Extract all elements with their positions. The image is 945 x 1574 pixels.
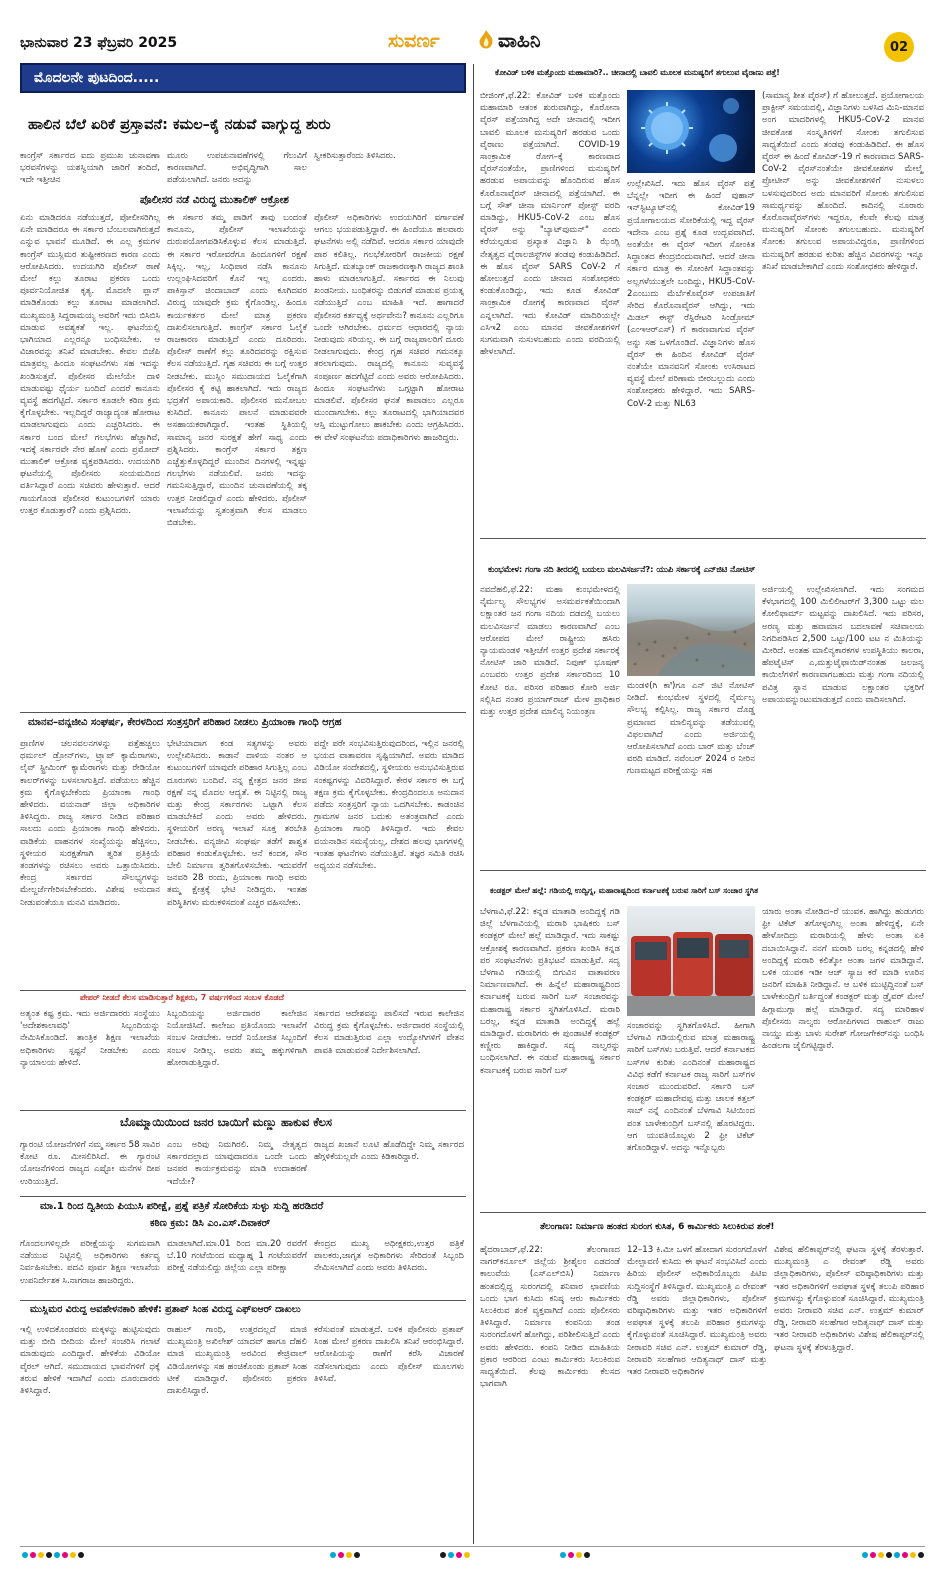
story4-col-2: ಎಂಬ ಅರಿವು ನಿಮಗಿರಲಿ. ನಿಮ್ಮ ನೇತೃತ್ವದ ಸರ್ಕಾರದಲ್ಲಾದ ಯಾವುದಾದರೂ ಒಂದೇ ಒಂದು ಜನಪರ ಕಾರ್ಯಕ್ರಮವನ್ನು ಮಾಡಿ ಉದಾಹರಣೆ ಇದೆಯೇ? <box>167 1140 307 1187</box>
kumbh-col-1: ನವದೆಹಲಿ,ಫೆ.22: ಮಹಾ ಕುಂಭಮೇಳದಲ್ಲಿ ನೈರ್ಮಲ್ಯ ಸೌಲಭ್ಯಗಳ ಅಸಮರ್ಪಕತೆಯಿಂದಾಗಿ ಲಕ್ಷಾಂತರ ಜನ ಗಂಗಾ ನದಿಯ ದಡದಲ್ಲಿ ಬಯಲು ಮಲವಿಸರ್ಜನೆ ಮಾಡಲು ಕಾರಣವಾಗಿದೆ ಎಂಬ ಆರೋಪದ ಮೇಲೆ ರಾಷ್ಟ್ರೀಯ ಹಸಿರು ನ್ಯಾಯಮಂಡಳಿ ಇತ್ತೀಚೆಗೆ ಉತ್ತರ ಪ್ರದೇಶ ಸರ್ಕಾರಕ್ಕೆ ನೋಟಿಸ್ ಜಾರಿ ಮಾಡಿದೆ. ನಿಪುಣ್ ಭೂಷಣ್ ಎಂಬವರು ಉತ್ತರ ಪ್ರದೇಶ ಸರ್ಕಾರದಿಂದ 10 ಕೋಟಿ ರೂ. ಪರಿಸರ ಪರಿಹಾರ ಕೋರಿ ಅರ್ಜಿ ಸಲ್ಲಿಸಿದ ನಂತರ ಪ್ರಯಾಗ್‌ರಾಜ್ ಮೇಳ ಪ್ರಾಧಿಕಾರ ಮತ್ತು ಉತ್ತರ ಪ್ರದೇಶ ಮಾಲಿನ್ಯ ನಿಯಂತ್ರಣ <box>480 585 620 718</box>
crowd-illustration-icon <box>627 584 755 676</box>
story3-col-3: ಸರ್ಕಾರದ ಆದೇಶವನ್ನು ಪಾಲಿಸದೆ ಇರುವ ಕಾಲೇಜಿನ ವಿರುದ್ಧ ಕ್ರಮ ಕೈಗೊಳ್ಳಬೇಕು. ಅರ್ಜಿದಾರರ ಸಂಸ್ಥೆಯಲ್ಲಿ ಕೆಲಸ ಮಾಡುತ್ತಿರುವ ಎಲ್ಲಾ ಉದ್ಯೋಗಿಗಳಿಗೆ ವೇತನ ಪಾವತಿ ಮಾಡುವಂತೆ ನಿರ್ದೇಶಿಸಲಾಗಿದೆ. <box>314 1009 464 1056</box>
story3-kicker: ಪೇಪರ್ ನೀಡದೆ ಕೆಲಸ ಮಾಡಿಸುತ್ತಾರೆ ಶಿಕ್ಷಕರು, 7 ವರ್ಷಗಳಿಂದ ಸಂಬಳ ಕೊಡದೆ <box>80 993 284 1002</box>
brand-flame-icon <box>474 28 498 52</box>
story3-col-2: ಸಿಬ್ಬಂದಿಯನ್ನು ಅರ್ಜಿದಾರರ ಕಾಲೇಜಿನ ನಿಯೋಜಿಸಿದೆ. ಕಾಲೇಜು ಪ್ರತಿಯೊಂದು ಇಲಾಖೆಗೆ ಸಂಬಳ ನೀಡಬೇಕು. ಆದರೆ ನಿಯೋಜಿತ ಸಿಬ್ಬಂದಿಗೆ ಸಂಬಳ ನೀಡಿಲ್ಲ. ಅವರು ತಮ್ಮ ಹಕ್ಕುಗಳಿಗಾಗಿ ಹೋರಾಡುತ್ತಿದ್ದಾರೆ. <box>167 1009 307 1068</box>
story5-col-1: ಗೊಂದಲಗಳಿಲ್ಲದೇ ಪರೀಕ್ಷೆಯನ್ನು ಸುಗಮವಾಗಿ ನಡೆಯುವ ನಿಟ್ಟಿನಲ್ಲಿ ಅಧಿಕಾರಿಗಳು ಕರ್ತವ್ಯ ನಿರ್ವಹಿಸಬೇಕು. ಪದವಿ ಪೂರ್ವ ಶಿಕ್ಷಣ ಇಲಾಖೆಯ ಉಪನಿರ್ದೇಶಕ ಸಿ.ನಾಗರಾಜ ಹಾಜರಿದ್ದರು. <box>20 1239 160 1286</box>
tunnel-col-1: ಹೈದರಾಬಾದ್,ಫೆ.22: ತೆಲಂಗಾಣದ ನಾಗರ್‌ಕರ್ನೂಲ್ ಜಿಲ್ಲೆಯ ಶ್ರೀಶೈಲಂ ಎಡದಂಡೆ ಕಾಲುವೆಯ (ಎಸ್‌ಎಲ್‌ಬಿಸಿ) ನಿರ್ಮಾಣ ಹಂತದಲ್ಲಿದ್ದ ಸುರಂಗದಲ್ಲಿ ಶನಿವಾರ ಛಾವಣಿಯ ಒಂದು ಭಾಗ ಕುಸಿದು ಕನಿಷ್ಠ ಆರು ಕಾರ್ಮಿಕರು ಸಿಲುಕಿರುವ ಶಂಕೆ ವ್ಯಕ್ತವಾಗಿದೆ ಎಂದು ಪೊಲೀಸರು ತಿಳಿಸಿದ್ದಾರೆ. ನಿರ್ಮಾಣ ಕಂಪನಿಯ ತಂಡ ಸುರಂಗದೊಳಗೆ ಹೋಗಿದ್ದು, ಪರಿಶೀಲಿಸುತ್ತಿದೆ ಎಂದು ಅವರು ಹೇಳಿದರು. ಕಂಪನಿ ನೀಡಿದ ಮಾಹಿತಿಯ ಪ್ರಕಾರ ಆರರಿಂದ ಎಂಟು ಕಾರ್ಮಿಕರು ಸಿಲುಕಿರುವ ಸಾಧ್ಯತೆಯಿದೆ. ಕೆಲವು ಕಾರ್ಮಿಕರು ಕೆಲಸದ ಭಾಗವಾಗಿ <box>480 1245 620 1390</box>
issue-date: ಭಾನುವಾರ 23 ಫೆಬ್ರವರಿ 2025 <box>20 35 178 51</box>
tunnel-col-3: ವಿಶೇಷ ಹೆಲಿಕಾಪ್ಟರ್‌ನಲ್ಲಿ ಘಟನಾ ಸ್ಥಳಕ್ಕೆ ತೆರಳುತ್ತಾರೆ. ಮುಖ್ಯಮಂತ್ರಿ ಎ ರೇವಂತ್ ರೆಡ್ಡಿ ಅವರು ಜಿಲ್ಲಾಧಿಕಾರಿಗಳು, ಪೊಲೀಸ್ ವರಿಷ್ಠಾಧಿಕಾರಿಗಳು ಮತ್ತು ಇತರ ಅಧಿಕಾರಿಗಳಿಗೆ ಅಪಘಾತ ಸ್ಥಳಕ್ಕೆ ತಲುಪಿ ಪರಿಹಾರ ಕ್ರಮಗಳನ್ನು ಕೈಗೊಳ್ಳುವಂತೆ ಸೂಚಿಸಿದ್ದಾರೆ. ಮುಖ್ಯಮಂತ್ರಿ ಅವರು ನೀರಾವರಿ ಸಚಿವ ಎನ್. ಉತ್ತಮ್ ಕುಮಾರ್ ರೆಡ್ಡಿ, ನೀರಾವರಿ ಸಲಹೆಗಾರ ಆದಿತ್ಯನಾಥ್ ದಾಸ್ ಮತ್ತು ಇತರ ನೀರಾವರಿ ಅಧಿಕಾರಿಗಳು ವಿಶೇಷ ಹೆಲಿಕಾಪ್ಟರ್‌ನಲ್ಲಿ ಘಟನಾ ಸ್ಥಳಕ್ಕೆ ತೆರಳುತ್ತಿದ್ದಾರೆ. <box>774 1245 924 1353</box>
bus-headline: ಕಂಡಕ್ಟರ್ ಮೇಲೆ ಹಲ್ಲೆ: ಗಡಿಯಲ್ಲಿ ಉದ್ವಿಗ್ನ, ಮಹಾರಾಷ್ಟ್ರದಿಂದ ಕರ್ನಾಟಕಕ್ಕೆ ಬರುವ ಸಾರಿಗೆ ಬಸ್ ಸಂಚಾರ ಸ್ಥಗಿತ <box>490 886 759 895</box>
story4-headline: ಬೊಮ್ಮಾಯಿಯಿಂದ ಜನರ ಬಾಯಿಗೆ ಮಣ್ಣು ಹಾಕುವ ಕೆಲಸ <box>120 1115 333 1129</box>
divider <box>20 1110 466 1111</box>
divider <box>20 1196 466 1197</box>
story5-col-2: ಮಾಡಲಾಗಿದೆ.ಮಾ.01 ರಿಂದ ಮಾ.20 ರವರೆಗೆ ಬೆ.10 ಗಂಟೆಯಿಂದ ಮಧ್ಯಾಹ್ನ 1 ಗಂಟೆಯವರೆಗೆ ಪರೀಕ್ಷೆ ನಡೆಯಲಿದ್ದು ಜಿಲ್ಲೆಯ ಎಲ್ಲಾ ಪರೀಕ್ಷಾ <box>167 1239 307 1274</box>
covid-col-1: ಬೀಜಿಂಗ್,ಫೆ.22: ಕೋವಿಡ್ ಬಳಿಕ ಮತ್ತೊಂದು ಮಹಾಮಾರಿ ಆತಂಕ ಶುರುವಾಗಿದ್ದು, ಕೊರೋನಾ ವೈರಸ್ ಪತ್ತೆಯಾಗಿದ್ದ ಅದೇ ಚೀನಾದಲ್ಲಿ ಇದೀಗ ಬಾವಲಿ ಮೂಲಕ ಮನುಷ್ಯರಿಗೆ ಹರಡುವ ಒಂದು ವೈರಾಣು ಪತ್ತೆಯಾಗಿದೆ. COVID-19 ಸಾಂಕ್ರಾಮಿಕ ರೋಗ–ಕ್ಕೆ ಕಾರಣವಾದ ವೈರಸ್‌ನಂತೆಯೇ, ಪ್ರಾಣಿಗಳಿಂದ ಮನುಷ್ಯರಿಗೆ ಹರಡುವ ಅಪಾಯವನ್ನು ಹೊಂದಿರುವ ಹೊಸ ಕೊರೊನಾವೈರಸ್ ಚೀನಾದಲ್ಲಿ ಪತ್ತೆಯಾಗಿದೆ. ಈ ಬಗ್ಗೆ ಸೌತ್ ಚೀನಾ ಮಾರ್ನಿಂಗ್ ಪೋಸ್ಟ್ ವರದಿ ಮಾಡಿದ್ದು, HKU5-CoV-2 ಎಂಬ ಹೊಸ ವೈರಸ್ ಅನ್ನು "ಬ್ಯಾಟ್‌ವುಮನ್" ಎಂದು ಕರೆಯಲ್ಪಡುವ ಪ್ರಖ್ಯಾತ ವಿಜ್ಞಾನಿ ಶಿ ಝೆಂಗ್ಲಿ ನೇತೃತ್ವದ ವೈರಾಲಜಿಸ್ಟ್‌ಗಳ ತಂಡವು ಕಂಡುಹಿಡಿದಿದೆ. ಈ ಹೊಸ ವೈರಸ್ SARS CoV-2 ಗೆ ಹೋಲುತ್ತದೆ ಎಂದು ಚೀನಾದ ಸಂಶೋಧಕರು ಕಂಡುಕೊಂಡಿದ್ದು, ಇದು ಕೂಡ ಕೋವಿಡ್ ಸಾಂಕ್ರಾಮಿಕ ರೋಗಕ್ಕೆ ಕಾರಣವಾದ ವೈರಸ್ ಎನ್ನಲಾಗಿದೆ. ಇದು ಕೋವಿಡ್ ಮಾದಿರಿಯಲ್ಲೇ ಎಸಿಇ2 ಎಂಬ ಮಾನವ ಜೀವಕೋಶಗಳಿಗೆ ಸುಗಮವಾಗಿ ನುಸುಳಬಹುದು ಎಂದು ವರದಿಯಲ್ಲಿ ಹೇಳಲಾಗಿದೆ. <box>480 91 620 358</box>
covid-col-2: ಉಲ್ಲೇಖಿಸಿದೆ. ಇದು ಹೊಸ ವೈರಸ್ ಪತ್ತೆ ಬೆನ್ನಲ್ಲೇ ಇದೀಗ ಈ ಹಿಂದೆ ವುಹಾನ್ ಇನ್‌ಸ್ಟಿಟ್ಯೂಟ್‌ನಲ್ಲಿ ಕೋವಿಡ್19 ಪ್ರಯೋಗಾಲಯದ ಸೋರಿಕೆಯಲ್ಲಿ ಇದ್ದ ವೈರಸ್ ಇದೇನಾ ಎಂಬ ಪ್ರಶ್ನೆ ಕೂಡ ಉದ್ಭವವಾಗಿದೆ. ಅಂತೆಯೇ ಈ ವೈರಸ್ ಇದೀಗ ಸೋಂಕಿತ ಸಿದ್ಧಾಂತದ ಕೇಂದ್ರಬಿಂದುವಾಗಿದೆ. ಆದರೆ ಚೀನಾ ಸರ್ಕಾರ ಮಾತ್ರ ಈ ಸೋಂಕಿಗೆ ಸಿದ್ಧಾಂತವನ್ನು ಅಲ್ಲಗಳೆಯುತ್ತಲೇ ಬಂದಿದ್ದು, HKU5-CoV-2ಎಂಬುದು ಮೆರ್ಬೆಕೊವೈರಸ್ ಉಪಜಾತಿಗೆ ಸೇರಿದ ಕೊರೊನಾವೈರಸ್ ಆಗಿದ್ದು, ಇದು ಮಿಡಲ್ ಈಸ್ಟ್ ರೆಸ್ಪಿರೇಟರಿ ಸಿಂಡ್ರೋಮ್ (ಎಂಇಆರ್‌ಎಸ್) ಗೆ ಕಾರಣವಾಗುವ ವೈರಸ್ ಅನ್ನು ಸಹ ಒಳಗೊಂಡಿದೆ. ವಿಜ್ಞಾನಿಗಳು ಹೊಸ ವೈರಸ್ ಈ ಹಿಂದಿನ ಕೋವಿಡ್ ವೈರಸ್ ನಂತೆಯೇ ಮಾನವನಿಗೆ ಸೋಂಕು ಉಸಿರಾಟದ ವ್ಯವಸ್ಥೆ ಮೇಲೆ ಪರಿಣಾಮ ಬೀರಬಲ್ಲುದು ಎಂದು ಸಂಶೋಧಕರು ಹೇಳಿದ್ದಾರೆ. ಇದು SARS-CoV-2 ಮತ್ತು NL63 <box>627 179 755 409</box>
kumbh-headline: ಕುಂಭಮೇಳ: ಗಂಗಾ ನದಿ ತೀರದಲ್ಲಿ ಬಯಲು ಮಲವಿಸರ್ಜನೆ?: ಯುಪಿ ಸರ್ಕಾರಕ್ಕೆ ಎನ್‌ಜಿಟಿ ನೋಟಿಸ್ <box>488 564 756 574</box>
virus-photo <box>627 90 755 173</box>
registration-marks-center-left <box>330 1552 360 1558</box>
virus-illustration-icon <box>627 90 755 173</box>
brand-name-right: ವಾಹಿನಿ <box>498 30 541 52</box>
bus-photo <box>627 906 755 1016</box>
covid-headline: ಕೋವಿಡ್ ಬಳಿಕ ಮತ್ತೊಂದು ಮಹಾಮಾರಿ?.. ಚೀನಾದಲ್ಲಿ ಬಾವಲಿ ಮೂಲಕ ಮನುಷ್ಯರಿಗೆ ತಗುಲುವ ವೈರಾಣು ಪತ್ತೆ! <box>495 68 780 77</box>
story6-col-2: ರಾಹುಲ್ ಗಾಂಧಿ, ಉತ್ತರದಲ್ಲದೆ ಮಾಜಿ ಮುಖ್ಯಮಂತ್ರಿ ಅಖಿಲೇಶ್ ಯಾದವ್ ಹಾಗೂ ದೆಹಲಿ ಮಾಜಿ ಮುಖ್ಯಮಂತ್ರಿ ಅರವಿಂದ ಕೇಜ್ರಿವಾಲ್ ವಿಡಿಯೋಗಳನ್ನು ಸಹ ಹಂಚಿಕೊಂಡು ಪ್ರತಾಪ್ ಸಿಂಹ ಟೀಕೆ ಮಾಡಿದ್ದಾರೆ. ಪೊಲೀಸರು ಪ್ರಕರಣ ದಾಖಲಿಸಿದ್ದಾರೆ. <box>167 1325 307 1397</box>
story5-col-3: ಕೇಂದ್ರದ ಮುಖ್ಯ ಅಧೀಕ್ಷಕರು,ಉತ್ತರ ಪತ್ರಿಕೆ ಪಾಲಕರು,ಜಾಗೃತ ಅಧಿಕಾರಿಗಳು ಸೇರಿದಂತೆ ಸಿಬ್ಬಂದಿ ನೇಮಿಸಲಾಗಿದೆ ಎಂದು ಅವರು ತಿಳಿಸಿದರು. <box>314 1239 464 1274</box>
section-banner <box>20 63 466 93</box>
registration-marks-right <box>862 1552 924 1558</box>
lead-intro-col-3: ಸ್ವೀಕರಿಸುತ್ತಾರೆಂದು ತಿಳಿಸಿದರು. <box>314 151 396 161</box>
lead-intro-col-2: ಮೂರು ಉಪಚುನಾವಣೆಗಳಲ್ಲಿ ಗೆಲುವಿಗೆ ಕಾರಣವಾಗಿದೆ. ಅಭಿವೃದ್ಧಿಗಾಗಿ ಸಾಲ ಪಡೆಯಲಾಗಿದೆ. ಜನರು ಅದನ್ನು <box>167 151 307 186</box>
story2-col-3: ಪದ್ದೇ ಪರೇ ಸಂಭವಿಸುತ್ತಿರುವುದರಿಂದ, ಇಲ್ಲಿನ ಜನರಲ್ಲಿ ಭಯದ ವಾತಾವರಣ ಸೃಷ್ಟಿಯಾಗಿದೆ. ಅವರು ಮಾಡಿದ ವಿಡಿಯೋ ಸಂದೇಶದಲ್ಲಿ, ಸ್ಥಳೀಯರು ಅನುಭವಿಸುತ್ತಿರುವ ಸಂಕಷ್ಟಗಳನ್ನು ವಿವರಿಸಿದ್ದಾರೆ. ಕೇರಳ ಸರ್ಕಾರ ಈ ಬಗ್ಗೆ ತಕ್ಷಣ ಕ್ರಮ ಕೈಗೊಳ್ಳಬೇಕು. ಕೇಂದ್ರದಿಂದಲೂ ಅನುದಾನ ಪಡೆದು ಸಂತ್ರಸ್ತರಿಗೆ ನ್ಯಾಯ ಒದಗಿಸಬೇಕು. ಕಾಡಂಚಿನ ಗ್ರಾಮಗಳ ಜನರ ಬದುಕು ಅತಂತ್ರವಾಗಿದೆ ಎಂದು ಪ್ರಿಯಾಂಕಾ ಗಾಂಧಿ ತಿಳಿಸಿದ್ದಾರೆ. ಇದು ಕೇವಲ ವಯನಾಡಿನ ಸಮಸ್ಯೆಯಲ್ಲ, ದೇಶದ ಹಲವು ಭಾಗಗಳಲ್ಲಿ ಇಂತಹ ಘಟನೆಗಳು ನಡೆಯುತ್ತಿವೆ. ತಜ್ಞರ ಸಮಿತಿ ರಚಿಸಿ ಅಧ್ಯಯನ ನಡೆಸಬೇಕು. <box>314 739 464 872</box>
story4-col-3: ರಾಜ್ಯದ ಖಜಾನೆ ಲೂಟಿ ಹೊಡೆದಿದ್ದೇ ನಿಮ್ಮ ಸರ್ಕಾರದ ಹೆಗ್ಗಳಿಕೆಯಲ್ಲವೇ ಎಂದು ಕಿಡಿಕಾರಿದ್ದಾರೆ. <box>314 1140 464 1163</box>
column-divider <box>473 64 474 1544</box>
tunnel-col-2: 12–13 ಕಿ.ಮೀ ಒಳಗೆ ಹೋದಾಗ ಸುರಂಗದೊಳಗೆ ಮೇಲ್ಛಾವಣಿ ಕುಸಿದು ಈ ಘಟನೆ ಸಂಭವಿಸಿದೆ ಎಂದು ಹಿರಿಯ ಪೊಲೀಸ್ ಅಧಿಕಾರಿಯೊಬ್ಬರು ಪಿಟಿಐ ಸುದ್ದಿಸಂಸ್ಥೆಗೆ ತಿಳಿಸಿದ್ದಾರೆ. ಮುಖ್ಯಮಂತ್ರಿ ಎ ರೇವಂತ್ ರೆಡ್ಡಿ ಅವರು ಜಿಲ್ಲಾಧಿಕಾರಿಗಳು, ಪೊಲೀಸ್ ವರಿಷ್ಠಾಧಿಕಾರಿಗಳು ಮತ್ತು ಇತರ ಅಧಿಕಾರಿಗಳಿಗೆ ಅಪಘಾತ ಸ್ಥಳಕ್ಕೆ ತಲುಪಿ ಪರಿಹಾರ ಕ್ರಮಗಳನ್ನು ಕೈಗೊಳ್ಳುವಂತೆ ಸೂಚಿಸಿದ್ದಾರೆ. ಮುಖ್ಯಮಂತ್ರಿ ಅವರು ನೀರಾವರಿ ಸಚಿವ ಎನ್. ಉತ್ತಮ್ ಕುಮಾರ್ ರೆಡ್ಡಿ, ನೀರಾವರಿ ಸಲಹೆಗಾರ ಆದಿತ್ಯನಾಥ್ ದಾಸ್ ಮತ್ತು ಇತರ ನೀರಾವರಿ ಅಧಿಕಾರಿಗಳ <box>627 1245 767 1378</box>
story2-col-1: ಪ್ರಾಣಿಗಳ ಚಲನವಲನಗಳನ್ನು ಪತ್ತೆಹಚ್ಚಲು ಥರ್ಮಲ್ ಡ್ರೋನ್‌ಗಳು, ಟ್ರ್ಯಾಪ್ ಕ್ಯಾಮೆರಾಗಳು, ಲೈವ್ ಸ್ಟ್ರೀಮಿಂಗ್ ಕ್ಯಾಮೆರಾಗಳು ಮತ್ತು ರೇಡಿಯೋ ಕಾಲರ್‌ಗಳನ್ನು ಬಳಸಲಾಗುತ್ತಿದೆ. ಪಡೆಯಲು ಹೆಚ್ಚಿನ ಕ್ರಮ ಕೈಗೊಳ್ಳಬೇಕೆಂದು ಪ್ರಿಯಾಂಕಾ ಗಾಂಧಿ ಹೇಳಿದರು. ವಯನಾಡ್ ಜಿಲ್ಲಾ ಅಧಿಕಾರಿಗಳ ತಿಳಿಸಿದ್ದರು. ರಾಜ್ಯ ಸರ್ಕಾರ ನೀಡಿದ ಪರಿಹಾರ ಸಾಲದು ಎಂದು ಪ್ರಿಯಾಂಕಾ ಗಾಂಧಿ ಹೇಳಿದರು. ವಾಡಿಕೆಯ ವಾಹನಗಳ ಸಂಖ್ಯೆಯನ್ನು ಹೆಚ್ಚಿಸಲು, ಸ್ಥಳೀಯರ ಸುರಕ್ಷತೆಗಾಗಿ ತ್ವರಿತ ಪ್ರತಿಕ್ರಿಯೆ ತಂಡಗಳನ್ನು ರಚಿಸಲು ಅವರು ಒತ್ತಾಯಿಸಿದರು. ಕೇಂದ್ರ ಸರ್ಕಾರದ ಸೌಲಭ್ಯಗಳನ್ನು ಮೇಲ್ದರ್ಜೆಗೇರಿಸಬೇಕೆಂದರು. ವಿಶೇಷ ಅನುದಾನ ನೀಡುವಂತೆಯೂ ಮನವಿ ಮಾಡಿದರು. <box>20 739 160 908</box>
story5-subheadline: ಕಠಿಣ ಕ್ರಮ: ಡಿಸಿ ಎಂ.ಎಸ್.ದಿವಾಕರ್ <box>150 1218 271 1229</box>
story3-col-1: ಅತ್ಯಂತ ಕಷ್ಟ ಕ್ರಮ. ಇದು ಅರ್ಜಿದಾರರು ಸಂಸ್ಥೆಯು 'ಅದೇಶಕಾಲಾವಧಿ' ಸಿಬ್ಬಂದಿಯನ್ನು ನೇಮಿಸಿಕೊಂಡಿದೆ. ತಾಂತ್ರಿಕ ಶಿಕ್ಷಣ ಇಲಾಖೆಯ ಅಧಿಕಾರಿಗಳು ಸ್ಪಷ್ಟನೆ ನೀಡಬೇಕು ಎಂದು ನ್ಯಾಯಾಲಯ ಹೇಳಿದೆ. <box>20 1009 160 1068</box>
tunnel-headline: ತೆಲಂಗಾಣ: ನಿರ್ಮಾಣ ಹಂತದ ಸುರಂಗ ಕುಸಿತ, 6 ಕಾರ್ಮಿಕರು ಸಿಲುಕಿರುವ ಶಂಕೆ! <box>540 1222 775 1232</box>
lead-intro-col-1: ಕಾಂಗ್ರೆಸ್ ಸರ್ಕಾರದ ಐದು ಪ್ರಮುಖ ಚುನಾವಣಾ ಭರವಸೆಗಳನ್ನು ಯಶಸ್ವಿಯಾಗಿ ಜಾರಿಗೆ ತಂದಿದೆ, ಇದೇ ಇತ್ತೀಚಿನ <box>20 151 160 186</box>
divider <box>480 1212 926 1213</box>
covid-col-3: (ಸಾಮಾನ್ಯ ಶೀತ ವೈರಸ್) ಗೆ ಹೋಲುತ್ತದೆ. ಪ್ರಯೋಗಾಲಯ ಪ್ರಾಕ್ಟೀಸ್ ಸಮಯದಲ್ಲಿ, ವಿಜ್ಞಾನಿಗಳು ಬಳಸಿದ ಮಿನಿ-ಮಾನವ ಅಂಗ ಮಾದರಿಗಳಲ್ಲಿ HKU5-CoV-2 ಮಾನವ ಜೀವಕೋಶ ಸಂಸ್ಕೃತಿಗಳಿಗೆ ಸೋಂಕು ತಗುಲಿಸುವ ಸಾಧ್ಯತೆಯಿದೆ ಎಂದು ತಂಡವು ಕಂಡುಹಿಡಿದಿದೆ. ಈ ಹೊಸ ವೈರಸ್ ಈ ಹಿಂದೆ ಕೋವಿಡ್-19 ಗೆ ಕಾರಣವಾದ SARS-CoV-2 ವೈರಸ್‌ನಂತೆಯೇ ಜೀವಕೋಶಗಳ ಮೇಲ್ಮೈ ಪ್ರೋಟೀನ್ ಅನ್ನು ಜೀವಕೋಶಗಳಿಗೆ ನುಸುಳಲು ಬಳಸುವುದರಿಂದ ಅದು ಮಾನವರಿಗೆ ಸೋಂಕು ತಗುಲಿಸುವ ಸಾಮರ್ಥ್ಯವನ್ನು ಹೊಂದಿದೆ. ಕಾದಿನಲ್ಲಿ ನೂರಾರು ಕೊರೊನಾವೈರಸ್‌ಗಳು ಇದ್ದರೂ, ಕೆಲವೇ ಕೆಲವು ಮಾತ್ರ ಮನುಷ್ಯರಿಗೆ ಸೋಂಕು ತಗುಲಬಹುದು. ಮನುಷ್ಯರಿಗೆ ಸೋಂಕು ತಗುಲುವ ಅಪಾಯವಿದ್ದರೂ, ಪ್ರಾಣಿಗಳಿಂದ ಮನುಷ್ಯರಿಗೆ ಹರಡುವ ಕುರಿತು ಹೆಚ್ಚಿನ ವಿವರಗಳನ್ನು ಇನ್ನೂ ತನಿಖೆ ಮಾಡಬೇಕಾಗಿದೆ ಎಂದು ಸಂಶೋಧಕರು ಹೇಳಿದ್ದಾರೆ. <box>762 91 924 272</box>
lead-body-col-1: ಏನು ಮಾಡಿದರೂ ನಡೆಯುತ್ತದೆ, ಪೋಲೀಸರಿಗಿಲ್ಲ ಏನೇ ಮಾಡಿದರೂ ಈ ಸರ್ಕಾರ ಬೆಂಬಲವಾಗಿರುತ್ತದೆ ಎನ್ನುವ ಭಾವನೆ ಮೂಡಿದೆ. ಈ ಎಲ್ಲ ಕ್ರಮಗಳ ಕಾಂಗ್ರೆಸ್ ಮುಸ್ಲಿಮರ ತುಷ್ಟೀಕರಣದ ಕಾರಣ ಎಂದು ಆರೋಪಿಸಿದರು. ಉದಯಗಿರಿ ಪೊಲೀಸ್ ಠಾಣೆ ಮೇಲೆ ಕಲ್ಲು ತೂರಾಟ ಪ್ರಕರಣ ಒಂದು ಪೂರ್ವನಿಯೋಜಿತ ಕೃತ್ಯ. ಮೊದಲೇ ಪ್ಲಾನ್ ಮಾಡಿಕೊಂಡು ಕಲ್ಲು ತೂರಾಟ ಮಾಡಲಾಗಿದೆ. ಮುಖ್ಯಮಂತ್ರಿ ಸಿದ್ದರಾಮಯ್ಯ ಅವರಿಗೆ ಇದು ಬಿಸಿಬಿಸಿ ಮಾಡುವ ಅವಶ್ಯಕತೆ ಇಲ್ಲ. ಘಟನೆಯಲ್ಲಿ ಭಾಗಿಯಾದ ಎಲ್ಲರನ್ನೂ ಬಂಧಿಸಬೇಕು. ಆ ವಿಚಾರವನ್ನು ತನಿಖೆ ಮಾಡಬೇಕು. ಕೇವಲ ಬಿಜೆಪಿ ಮಾತ್ರವಲ್ಲ ಹಿಂದೂ ಸಂಘಟನೆಗಳು ಸಹ ಇದನ್ನು ಖಂಡಿಸುತ್ತವೆ. ಪೊಲೀಸರ ಮೇಲೆಯೇ ದಾಳಿ ಮಾಡುವಷ್ಟು ಧೈರ್ಯ ಬಂದಿದೆ ಎಂದರೆ ಕಾನೂನು ವ್ಯವಸ್ಥೆ ಹದಗೆಟ್ಟಿದೆ. ಸರ್ಕಾರ ಕೂಡಲೇ ಕಠಿಣ ಕ್ರಮ ಕೈಗೊಳ್ಳಬೇಕು. ಇಲ್ಲದಿದ್ದರೆ ರಾಜ್ಯಾದ್ಯಂತ ಹೋರಾಟ ಮಾಡಲಾಗುವುದು ಎಂದು ಎಚ್ಚರಿಸಿದರು. ಈ ಸರ್ಕಾರ ಬಂದ ಮೇಲೆ ಗಲಭೆಗಳು ಹೆಚ್ಚಾಗಿವೆ, ಇದಕ್ಕೆ ಸರ್ಕಾರವೇ ನೇರ ಹೊಣೆ ಎಂದು ಪ್ರಮೋದ್ ಮುತಾಲಿಕ್ ಆಕ್ರೋಶ ವ್ಯಕ್ತಪಡಿಸಿದರು. ಉದಯಗಿರಿ ಘಟನೆಯಲ್ಲಿ ಪೊಲೀಸರು ಸಂಯಮದಿಂದ ವರ್ತಿಸಿದ್ದಾರೆ ಎಂದು ಸಚಿವರು ಹೇಳುತ್ತಾರೆ. ಆದರೆ ಗಾಯಗೊಂಡ ಪೊಲೀಸರ ಕುಟುಂಬಗಳಿಗೆ ಯಾರು ಉತ್ತರ ಕೊಡುತ್ತಾರೆ? ಎಂದು ಪ್ರಶ್ನಿಸಿದರು. <box>20 213 160 516</box>
story5-headline: ಮಾ.1 ರಿಂದ ದ್ವಿತೀಯ ಪಿಯುಸಿ ಪರೀಕ್ಷೆ, ಪ್ರಶ್ನೆ ಪತ್ರಿಕೆ ಸೋರಿಕೆಯ ಸುಳ್ಳು ಸುದ್ದಿ ಹರಡಿದರೆ <box>40 1201 324 1212</box>
footer-rule <box>20 1546 925 1547</box>
lead-body-col-3: ಪೊಲೀಸ್ ಅಧಿಕಾರಿಗಳು ಉದಯಗಿರಿಗೆ ವರ್ಗಾವಣೆ ಆಗಲು ಭಯಪಡುತ್ತಿದ್ದಾರೆ. ಈ ಹಿಂದೆಯೂ ಹಲವಾರು ಘಟನೆಗಳು ಅಲ್ಲಿ ನಡೆದಿವೆ. ಆದರೂ ಸರ್ಕಾರ ಯಾವುದೇ ಪಾಠ ಕಲಿತಿಲ್ಲ. ಗಲಭೆಕೋರರಿಗೆ ರಾಜಕೀಯ ರಕ್ಷಣೆ ಸಿಗುತ್ತಿದೆ. ಮತಬ್ಯಾಂಕ್ ರಾಜಕಾರಣಕ್ಕಾಗಿ ರಾಜ್ಯದ ಶಾಂತಿ ಹಾಳು ಮಾಡಲಾಗುತ್ತಿದೆ. ಸರ್ಕಾರದ ಈ ನಿಲುವು ಖಂಡನೀಯ. ಬಂಧಿತರನ್ನು ಬಿಡುಗಡೆ ಮಾಡುವ ಪ್ರಯತ್ನ ನಡೆಯುತ್ತಿದೆ ಎಂಬ ಮಾಹಿತಿ ಇದೆ. ಹಾಗಾದರೆ ಪೊಲೀಸರ ಕರ್ತವ್ಯಕ್ಕೆ ಅರ್ಥವೇನು? ಕಾನೂನು ಎಲ್ಲರಿಗೂ ಒಂದೇ ಆಗಿರಬೇಕು. ಧರ್ಮದ ಆಧಾರದಲ್ಲಿ ನ್ಯಾಯ ನೀಡುವುದು ಸರಿಯಲ್ಲ. ಈ ಬಗ್ಗೆ ರಾಜ್ಯಪಾಲರಿಗೆ ದೂರು ನೀಡಲಾಗುವುದು. ಕೇಂದ್ರ ಗೃಹ ಸಚಿವರ ಗಮನಕ್ಕೂ ತರಲಾಗುವುದು. ರಾಜ್ಯದಲ್ಲಿ ಕಾನೂನು ಸುವ್ಯವಸ್ಥೆ ಸಂಪೂರ್ಣ ಹದಗೆಟ್ಟಿದೆ ಎಂದು ಅವರು ಆರೋಪಿಸಿದರು. ಹಿಂದೂ ಸಂಘಟನೆಗಳು ಒಗ್ಗಟ್ಟಾಗಿ ಹೋರಾಟ ಮಾಡಲಿವೆ. ಪೊಲೀಸರ ಘನತೆ ಕಾಪಾಡಲು ಎಲ್ಲರೂ ಮುಂದಾಗಬೇಕು. ಕಲ್ಲು ತೂರಾಟದಲ್ಲಿ ಭಾಗಿಯಾದವರ ಆಸ್ತಿ ಮುಟ್ಟುಗೋಲು ಹಾಕಬೇಕು ಎಂದು ಆಗ್ರಹಿಸಿದರು. ಈ ವೇಳೆ ಸಂಘಟನೆಯ ಪದಾಧಿಕಾರಿಗಳು ಹಾಜರಿದ್ದರು. <box>314 213 464 443</box>
story6-col-3: ಕರೆಸುವಂತೆ ಮಾಡುತ್ತದೆ. ಬಳಿಕ ಪೊಲೀಸರು ಪ್ರತಾಪ್ ಸಿಂಹ ಮೇಲೆ ಪ್ರಕರಣ ದಾಖಲಿಸಿ ತನಿಖೆ ಆರಂಭಿಸಿದ್ದಾರೆ. ಆರೋಪಿಯನ್ನು ಠಾಣೆಗೆ ಕರೆಸಿ ವಿಚಾರಣೆ ನಡೆಸಲಾಗುವುದು ಎಂದು ಪೊಲೀಸ್ ಮೂಲಗಳು ತಿಳಿಸಿವೆ. <box>314 1325 464 1384</box>
story6-col-1: ಇಲ್ಲಿ ಉಳಿದಕೊಂಡವರು ಮಕ್ಕಳನ್ನು ಹುಟ್ಟಿಸುವುದು ಮತ್ತು ಬೀದಿ ಬೀದಿಯ ಮೇಲೆ ಸಂಚರಿಸಿ ಗಲಾಟೆ ಮಾಡುವುದು ಎಂದಿದ್ದಾರೆ. ಹೇಳಿಕೆಯ ವಿಡಿಯೋ ವೈರಲ್ ಆಗಿದೆ. ಸಮುದಾಯದ ಭಾವನೆಗಳಿಗೆ ಧಕ್ಕೆ ತರುವ ಹೇಳಿಕೆ ಇದಾಗಿದೆ ಎಂದು ದೂರುದಾರರು ತಿಳಿಸಿದ್ದಾರೆ. <box>20 1325 160 1397</box>
bus-illustration-icon <box>627 906 755 1016</box>
lead-headline: ಹಾಲಿನ ಬೆಲೆ ಏರಿಕೆ ಪ್ರಸ್ತಾವನೆ: ಕಮಲ–ಕೈ ನಡುವೆ ವಾಗ್ಯುದ್ಧ ಶುರು <box>28 117 331 133</box>
divider <box>20 990 466 991</box>
page-number-badge <box>884 32 914 62</box>
masthead <box>0 0 945 62</box>
story2-headline: ಮಾನವ–ವನ್ಯಜೀವಿ ಸಂಘರ್ಷ, ಕೇರಳದಿಂದ ಸಂತ್ರಸ್ತರಿಗೆ ಪರಿಹಾರ ನೀಡಲು ಪ್ರಿಯಾಂಕಾ ಗಾಂಧಿ ಆಗ್ರಹ <box>28 717 342 728</box>
divider <box>480 870 926 871</box>
divider <box>20 1300 466 1301</box>
divider <box>20 712 466 713</box>
kumbh-crowd-photo <box>627 584 755 676</box>
lead-body-col-2: ಈ ಸರ್ಕಾರ ತಮ್ಮ ಪಾಡಿಗೆ ತಾವು ಬಂದಂತೆ ಕಾನೂನು, ಪೊಲೀಸ್ ಇಲಾಖೆಯನ್ನು ದುರುಪಯೋಗಪಡಿಸಿಕೊಳ್ಳುವ ಕೆಲಸ ಮಾಡುತ್ತಿದೆ. ಈ ಸರ್ಕಾರ ಇರೋವರೆಗೂ ಹಿಂದೂಗಳಿಗೆ ರಕ್ಷಣೆ ಸಿಕ್ಕಿಲ್ಲ. ಇಲ್ಲ, ಸಿಂಧಿಪಾಠ ನಡೆಸಿ ಕಾನೂನು ಉಲ್ಲಂಘಿಸಿದವರಿಗೆ ಕೊನೆ ಇಲ್ಲ ಎಂದರು. ಪಾಕಿಸ್ತಾನ್ ಜಿಂದಾಬಾದ್ ಎಂದು ಕೂಗಿದವರ ವಿರುದ್ಧ ಯಾವುದೇ ಕ್ರಮ ಕೈಗೊಂಡಿಲ್ಲ. ಹಿಂದೂ ಕಾರ್ಯಕರ್ತರ ಮೇಲೆ ಮಾತ್ರ ಪ್ರಕರಣ ದಾಖಲಿಸಲಾಗುತ್ತಿದೆ. ಕಾಂಗ್ರೆಸ್ ಸರ್ಕಾರ ಓಲೈಕೆ ರಾಜಕಾರಣ ಮಾಡುತ್ತಿದೆ ಎಂದು ದೂರಿದರು. ಪೊಲೀಸ್ ಠಾಣೆಗೆ ಕಲ್ಲು ತೂರಿದವರನ್ನು ರಕ್ಷಿಸುವ ಕೆಲಸ ನಡೆಯುತ್ತಿದೆ. ಗೃಹ ಸಚಿವರು ಈ ಬಗ್ಗೆ ಉತ್ತರ ನೀಡಬೇಕು. ಮುಸ್ಲಿಂ ಸಮುದಾಯದ ಓಲೈಕೆಗಾಗಿ ಪೊಲೀಸರ ಕೈ ಕಟ್ಟಿ ಹಾಕಲಾಗಿದೆ. ಇದು ರಾಜ್ಯದ ಭದ್ರತೆಗೆ ಅಪಾಯಕಾರಿ. ಪೊಲೀಸರ ಮನೋಬಲ ಕುಸಿದಿದೆ. ಕಾನೂನು ಪಾಲನೆ ಮಾಡುವವರೇ ಅಸಹಾಯಕರಾಗಿದ್ದಾರೆ. ಇಂತಹ ಸ್ಥಿತಿಯಲ್ಲಿ ಸಾಮಾನ್ಯ ಜನರ ಸುರಕ್ಷತೆ ಹೇಗೆ ಸಾಧ್ಯ ಎಂದು ಪ್ರಶ್ನಿಸಿದರು. ಕಾಂಗ್ರೆಸ್ ಸರ್ಕಾರ ತಕ್ಷಣ ಎಚ್ಚೆತ್ತುಕೊಳ್ಳದಿದ್ದರೆ ಮುಂದಿನ ದಿನಗಳಲ್ಲಿ ಇನ್ನಷ್ಟು ಗಲಭೆಗಳು ನಡೆಯಲಿವೆ. ಜನರು ಇದನ್ನು ಗಮನಿಸುತ್ತಿದ್ದಾರೆ, ಮುಂದಿನ ಚುನಾವಣೆಯಲ್ಲಿ ತಕ್ಕ ಉತ್ತರ ನೀಡಲಿದ್ದಾರೆ ಎಂದು ಹೇಳಿದರು. ಪೊಲೀಸ್ ಇಲಾಖೆಯನ್ನು ಸ್ವತಂತ್ರವಾಗಿ ಕೆಲಸ ಮಾಡಲು ಬಿಡಬೇಕು. <box>167 213 307 529</box>
story2-col-2: ಭೇಟಿಯಾದಾಗ ಕಂಡ ಸತ್ಯಗಳನ್ನು ಅವರು ಉಲ್ಲೇಖಿಸಿದರು. ಕಾಡಾನೆ ದಾಳಿಯ ನಂತರ ಆ ಕುಟುಂಬಗಳಿಗೆ ಯಾವುದೇ ಪರಿಹಾರ ಸಿಗುತ್ತಿಲ್ಲ ಎಂಬ ದೂರುಗಳು ಬಂದಿವೆ. ನನ್ನ ಕ್ಷೇತ್ರದ ಜನರ ಜೀವ ರಕ್ಷಣೆ ನನ್ನ ಮೊದಲ ಆದ್ಯತೆ. ಈ ನಿಟ್ಟಿನಲ್ಲಿ ರಾಜ್ಯ ಮತ್ತು ಕೇಂದ್ರ ಸರ್ಕಾರಗಳು ಒಟ್ಟಾಗಿ ಕೆಲಸ ಮಾಡಬೇಕಿದೆ ಎಂದು ಅವರು ಹೇಳಿದರು. ಸ್ಥಳೀಯರಿಗೆ ಅರಣ್ಯ ಇಲಾಖೆ ಸೂಕ್ತ ತರಬೇತಿ ನೀಡಬೇಕು. ವನ್ಯಜೀವಿ ಸಂಘರ್ಷ ತಡೆಗೆ ಶಾಶ್ವತ ಪರಿಹಾರ ಕಂಡುಕೊಳ್ಳಬೇಕು. ಆನೆ ಕಂದಕ, ಸೌರ ಬೇಲಿ ನಿರ್ಮಾಣ ತ್ವರಿತಗೊಳಿಸಬೇಕು. ಇದುವರೆಗೆ ಜನವರಿ 28 ರಂದು, ಪ್ರಿಯಾಂಕಾ ಗಾಂಧಿ ಅವರು ತಮ್ಮ ಕ್ಷೇತ್ರಕ್ಕೆ ಭೇಟಿ ನೀಡಿದ್ದರು. ಇಂತಹ ಪರಿಸ್ಥಿತಿಗಳು ಮರುಕಳಿಸದಂತೆ ಎಚ್ಚರ ವಹಿಸಬೇಕು. <box>167 739 307 908</box>
registration-marks-center-right <box>560 1552 590 1558</box>
brand-name-left: ಸುವರ್ಣ <box>388 30 440 52</box>
brand-logo <box>388 28 588 58</box>
bus-col-2: ಸಂಚಾರವನ್ನು ಸ್ಥಗಿತಗೊಳಿಸಿದೆ. ಹೀಗಾಗಿ ಬೆಳಗಾವಿ ಗಡಿಯಲ್ಲಿರುವ ಮಾತ್ರ ಮಹಾರಾಷ್ಟ್ರ ಸಾರಿಗೆ ಬಸ್‌ಗಳು ಬರುತ್ತಿವೆ. ಆದರೆ ಕರ್ನಾಟಕದ ಬಸ್‌ಗಳ ಕುರಿತು ಎಂದಿನಂತೆ ಮಹಾರಾಷ್ಟ್ರದ ವಿವಿಧ ಕಡೆಗೆ ಕರ್ನಾಟಕ ರಾಜ್ಯ ಸಾರಿಗೆ ಬಸ್‌ಗಳ ಸಂಚಾರ ಮುಂದುವರಿದೆ. ಸರ್ಕಾರಿ ಬಸ್ ಕಂಡಕ್ಟರ್ ಮಹಾದೇವಪ್ಪ ಮತ್ತು ಚಾಲಕ ಕತ್ತಲ್ ಸಾಬ್ ನನ್ನೆ ಎಂದಿನಂತೆ ಬೆಳಗಾವಿ ಸಿಟಿಯಿಂದ ಪಂತ ಬಾಳೇಕುಂದ್ರಿಗೆ ಬಸ್‌ನಲ್ಲಿ ಹೊರಟಿದ್ದರು. ಆಗ ಯುವತಿಯೊಬ್ಬಳು 2 ಫ್ರೀ ಟಿಕೆಟ್ ತಗೊಂಡಿದ್ದಾಳೆ. ಅದನ್ನು ಇನ್ನೊಬ್ಬರು <box>627 1021 755 1154</box>
story4-col-1: ಗ್ಯಾರಂಟಿ ಯೋಜನೆಗಳಿಗೆ ನಮ್ಮ ಸರ್ಕಾರ 58 ಸಾವಿರ ಕೋಟಿ ರೂ. ಮೀಸಲಿರಿಸಿದೆ. ಈ ಗ್ಯಾರಂಟಿ ಯೋಜನೆಗಳಿಂದ ರಾಜ್ಯದ ಎಷ್ಟೋ ಮನೆಗಳ ದೀಪ ಉರಿಯುತ್ತಿದೆ. <box>20 1140 160 1187</box>
kumbh-col-3: ಅರ್ಜಿಯಲ್ಲಿ ಉಲ್ಲೇಖಿಸಲಾಗಿದೆ. ಇದು ಸಂಗಮದ ಕೆಳಭಾಗದಲ್ಲಿ 100 ಮಿಲಿಲೀಟರ್‌ಗೆ 3,300 ಒಟ್ಟು ಮಲ ಕೋಲಿಫಾರ್ಮ್ ಮಟ್ಟವನ್ನು ದಾಖಲಿಸಿದೆ. ಇದು ಪರಿಸರ, ಅರಣ್ಯ ಮತ್ತು ಹವಾಮಾನ ಬದಲಾವಣೆ ಸಚಿವಾಲಯ ನಿಗದಿಪಡಿಸಿದ 2,500 ಒಟ್ಟು/100 ಟಟ ನ ಮಿತಿಯನ್ನು ಮೀರಿದೆ. ಅಂತಹ ಮಾಲಿನ್ಯಕಾರಕಗಳ ಉಪಸ್ಥಿತಿಯು ಕಾಲರಾ, ಹೆಪಟೈಟಿಸ್ ಎ,ಮತ್ತುಟೈಫಾಯಿಡ್‌ನಂತಹ ಜಲಜನ್ಯ ಕಾಯಿಲೆಗಳಿಗೆ ಕಾರಣವಾಗಬಹುದು ಮತ್ತು ಗಂಗಾ ನದಿಯಲ್ಲಿ ಪವಿತ್ರ ಸ್ನಾನ ಮಾಡುವ ಲಕ್ಷಾಂತರ ಭಕ್ತರಿಗೆ ಅಪಾಯವನ್ನುಂಟುಮಾಡುತ್ತದೆ ಎಂದು ವಾದಿಸಲಾಗಿದೆ. <box>762 585 924 705</box>
section-banner-label: ಮೊದಲನೇ ಪುಟದಿಂದ..... <box>34 70 160 86</box>
bus-col-1: ಬೆಳಗಾವಿ,ಫೆ.22: ಕನ್ನಡ ಮಾತಾಡಿ ಅಂದಿದ್ದಕ್ಕೆ ಗಡಿ ಜಿಲ್ಲೆ ಬೆಳಗಾವಿಯಲ್ಲಿ ಮರಾಠಿ ಭಾಷಿಕರು ಬಸ್ ಕಂಡಕ್ಟರ್ ಮೇಲೆ ಹಲ್ಲೆ ಮಾಡಿದ್ದಾರೆ. ಇದು ಸಾಕಷ್ಟು ಆಕ್ರೋಶಕ್ಕೆ ಕಾರಣವಾಗಿದೆ. ಪ್ರಕರಣ ಖಂಡಿಸಿ ಕನ್ನಡ ಪರ ಸಂಘಟನೆಗಳು ಪ್ರತಿಭಟನೆ ಮಾಡುತ್ತಿವೆ. ಸದ್ಯ ಬೆಳಗಾವಿ ಗಡಿಯಲ್ಲಿ ಬಿಗುವಿನ ವಾತಾವರಣ ನಿರ್ಮಾಣವಾಗಿದೆ. ಈ ಹಿನ್ನೆಲೆ ಮಹಾರಾಷ್ಟ್ರದಿಂದ ಕರ್ನಾಟಕಕ್ಕೆ ಬರುವ ಸಾರಿಗೆ ಬಸ್ ಸಂಚಾರವನ್ನು ಮಹಾರಾಷ್ಟ್ರ ಸರ್ಕಾರ ಸ್ಥಗಿತಗೊಳಿಸಿದೆ. ಮರಾಠಿ ಬರಲ್ಲ, ಕನ್ನಡ ಮಾತಾಡಿ ಅಂದಿದ್ದಕ್ಕೆ ಹಲ್ಲೆ ಮಾಡಿದ್ದಾರೆ. ಮರಾಠಿಗರು ಈ ಪುಂಡಾಟಿಕೆ ಕಂಡಕ್ಟರ್ ಕಣ್ಣೀರು ಹಾಕಿದ್ದಾರೆ. ಸದ್ಯ ನಾಲ್ವರನ್ನು ಬಂಧಿಸಲಾಗಿದೆ. ಈ ನಡುವೆ ಮಹಾರಾಷ್ಟ್ರ ಸರ್ಕಾರ ಕರ್ನಾಟಕಕ್ಕೆ ಬರುವ ಸಾರಿಗೆ ಬಸ್ <box>480 907 620 1076</box>
bus-col-3: ಯಾರು ಅಂತಾ ನೋಡಿದ–ರೆ ಯುವಕ. ಹಾಗಿದ್ದು ಹುಡುಗರು ಫ್ರೀ ಟಿಕೆಟ್ ತಗೋಳ್ಳಂಗಿಲ್ಲ ಅಂತಾ ಹೇಳಿದ್ದಕ್ಕೆ, ಏನೇ ಹೇಳೋದಿದ್ರು ಮರಾಠಿಯಲ್ಲಿ ಹೇಳು ಅಂತಾ ಏಕಿ ದಬಾಯಿಸಿದ್ದಾನೆ. ನನಗೆ ಮರಾಠಿ ಬರಲ್ಲ ಕನ್ನಡದಲ್ಲಿ ಹೇಳಿ ಅಂದಿದ್ದಕ್ಕೆ ಮರಾಠಿ ಕಲಿತ್ಕೋ ಅಂತಾ ಜಗಳ ಮಾಡಿದ್ದಾನೆ. ಬಳಿಕ ಯುವಕ ಇಡೀ ಆಜ್ ಸ್ಯಾಜ ಕರೆ ಮಾಡಿ ಊರಿನ ಜನರಿಗೆ ಮಾಹಿತಿ ನೀಡಿದ್ದಾನೆ. ಆ ಬಳಿಕ ಮುಟ್ಟಿದ್ದಿನಂತೆ ಬಸ್ ಬಾಳೇಕುಂದ್ರಿಗೆ ಬರ್ತಿದ್ದಂತೆ ಕಂಡಕ್ಟರ್ ಮತ್ತು ಡ್ರೈವರ್ ಮೇಲೆ ಹಿಗ್ಗಾಮುಗ್ಗಾ ಹಲ್ಲೆ ಮಾಡಿದ್ದಾರೆ. ಸದ್ಯ ಮಾರಿಹಾಳ ಪೊಲೀಸರು ನಾಲ್ವರು ಆರೋಪಿಗಳಾದ ರಾಹುಲ್ ರಾಜು ನಾಯ್ಡು ಮತ್ತು ಬಾಳು ಸುರೇಶ್ ಗೋಜಗೇಕರ್‌ನನ್ನು ಬಂಧಿಸಿ ಹಿಂಡಲಗಾ ಜೈಲಿಗಟ್ಟಿದ್ದಾರೆ. <box>762 907 924 1052</box>
registration-marks-center <box>440 1552 470 1558</box>
registration-marks-left <box>22 1552 84 1558</box>
story6-headline: ಮುಸ್ಲಿಮರ ವಿರುದ್ಧ ಅವಹೇಳನಕಾರಿ ಹೇಳಿಕೆ: ಪ್ರತಾಪ್ ಸಿಂಹ ವಿರುದ್ಧ ಎಫ್‌ಐಆರ್ ದಾಖಲು <box>30 1304 301 1315</box>
lead-subheadline: ಪೊಲೀಸರ ನಡೆ ವಿರುದ್ಧ ಮುತಾಲಿಕ್ ಆಕ್ರೋಶ <box>140 194 289 206</box>
page-number: 02 <box>889 39 909 55</box>
divider <box>480 538 926 539</box>
kumbh-col-2: ಮಂಡಳಿ(ಗಿ ಕಾಿ)ಗೂ ಎನ್ ಜಿಟಿ ನೋಟಿಸ್ ನೀಡಿದೆ. ಕುಂಭಮೇಳ ಸ್ಥಳದಲ್ಲಿ ನೈರ್ಮಲ್ಯ ಸೌಲಭ್ಯ ಕಲ್ಪಿಸಿಲ್ಲ. ರಾಜ್ಯ ಸರ್ಕಾರ ದೊಡ್ಡ ಪ್ರಮಾಣದ ಮಾಲಿನ್ಯವನ್ನು ತಡೆಯುವಲ್ಲಿ ವಿಫಲವಾಗಿದೆ ಎಂದು ಅರ್ಜಿಯಲ್ಲಿ ಆರೋಪಿಸಲಾಗಿದೆ ಎಂದು ಬಾರ್ ಮತ್ತು ಬೆಂಚ್ ವರದಿ ಮಾಡಿದೆ. ನವೆಂಬರ್ 2024 ರ ನೀರಿನ ಗುಣಮಟ್ಟದ ಪರೀಕ್ಷೆಯನ್ನು ಸಹ <box>627 681 755 777</box>
